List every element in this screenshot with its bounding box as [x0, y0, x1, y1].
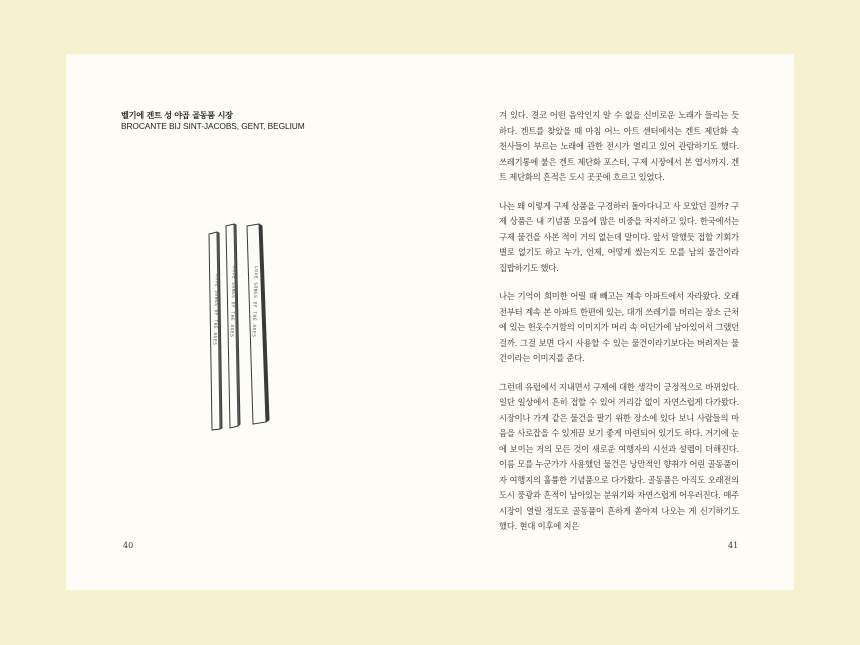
paragraph-4: 그런데 유럽에서 지내면서 구제에 대한 생각이 긍정적으로 바뀌었다. 일단 일상에서 흔히 접할 수 있어 거리감 없이 자연스럽게 다가왔다. 시장이나 가게 같은 물건을 팔기 위한 장소에 있다 보니 사람들의 마음을 사로잡을 수 있게끔 보기 좋게 마련되어 있기도 하다. 거기에 눈에 보이는 거의 모든 것이 새로운 여행자의 시선과 설렘이 더해진다. 이름 모를 누군가가 사용했던 물건은 낭만적인 향취가 어린 골동품이자 여행지의 훌륭한 기념품으로 다가왔다. 골동품은 아직도 오래전의 도시 풍광과 흔적이 남아있는 분위기와 자연스럽게 어우러진다. 매주 시장이 열릴 정도로 골동품이 흔하게 쏟아져 나오는 게 신기하기도 했다. 현대 이후에 지은	[499, 381, 739, 531]
caption-korean: 벨기에 겐트 성 야곱 골동품 시장	[121, 110, 233, 120]
paragraph-1: 겨 있다. 결코 어떤 음악인지 알 수 없을 신비로운 노래가 들리는 듯하다. 겐트를 찾았을 때 마침 어느 아트 센터에서는 겐트 제단화 속 천사들이 부르는 노래에 관한 전시가 열리고 있어 관람하기도 했다. 쓰레기통에 붙은 겐트 제단화 포스터, 구제 시장에서 본 엽서까지. 겐트 제단화의 흔적은 도시 곳곳에 흐르고 있었다.	[499, 110, 739, 182]
page-number-right: 41	[728, 541, 739, 550]
book-spine-1	[209, 232, 222, 430]
book-spread	[66, 54, 794, 590]
book-spine-3	[247, 224, 269, 424]
book-spine-1-text: LOVE SONGS OF THE AGES	[211, 273, 219, 346]
page-number-left: 40	[123, 541, 134, 550]
book-spine-2-text: LOVE SONGS OF THE AGES	[228, 265, 236, 338]
caption-english: BROCANTE BIJ SINT-JACOBS, GENT, BEGLIUM	[121, 121, 305, 131]
image-caption	[121, 110, 305, 132]
books-illustration	[203, 204, 278, 439]
body-text	[499, 108, 739, 548]
book-spine-3-text: LOVE SONGS OF THE AGES	[250, 265, 258, 338]
paragraph-2: 나는 왜 이렇게 구제 상품을 구경하러 돌아다니고 사 모았던 걸까? 구제 상품은 내 기념품 모음에 많은 비중을 차지하고 있다. 한국에서는 구제 물건을 사본 적이 거의 없는데 말이다. 앞서 말했듯 접할 기회가 별로 없기도 하고 누가, 언제, 어떻게 썼는지도 모를 남의 물건이라 집밥하기도 했다.	[499, 200, 739, 273]
book-spine-2	[226, 224, 240, 428]
paragraph-3: 나는 기억이 희미한 어릴 때 빼고는 계속 아파트에서 자라왔다. 오래전부터 계속 본 아파트 한편에 있는, 대개 쓰레기를 버리는 장소 근처에 있는 헌옷수거함의 이미지가 머리 속 어딘가에 남아있어서 그랬던 걸까. 그걸 보면 다시 사용할 수 있는 물건이라기보다는 버려지는 물건이라는 이미지를 준다.	[499, 291, 739, 363]
